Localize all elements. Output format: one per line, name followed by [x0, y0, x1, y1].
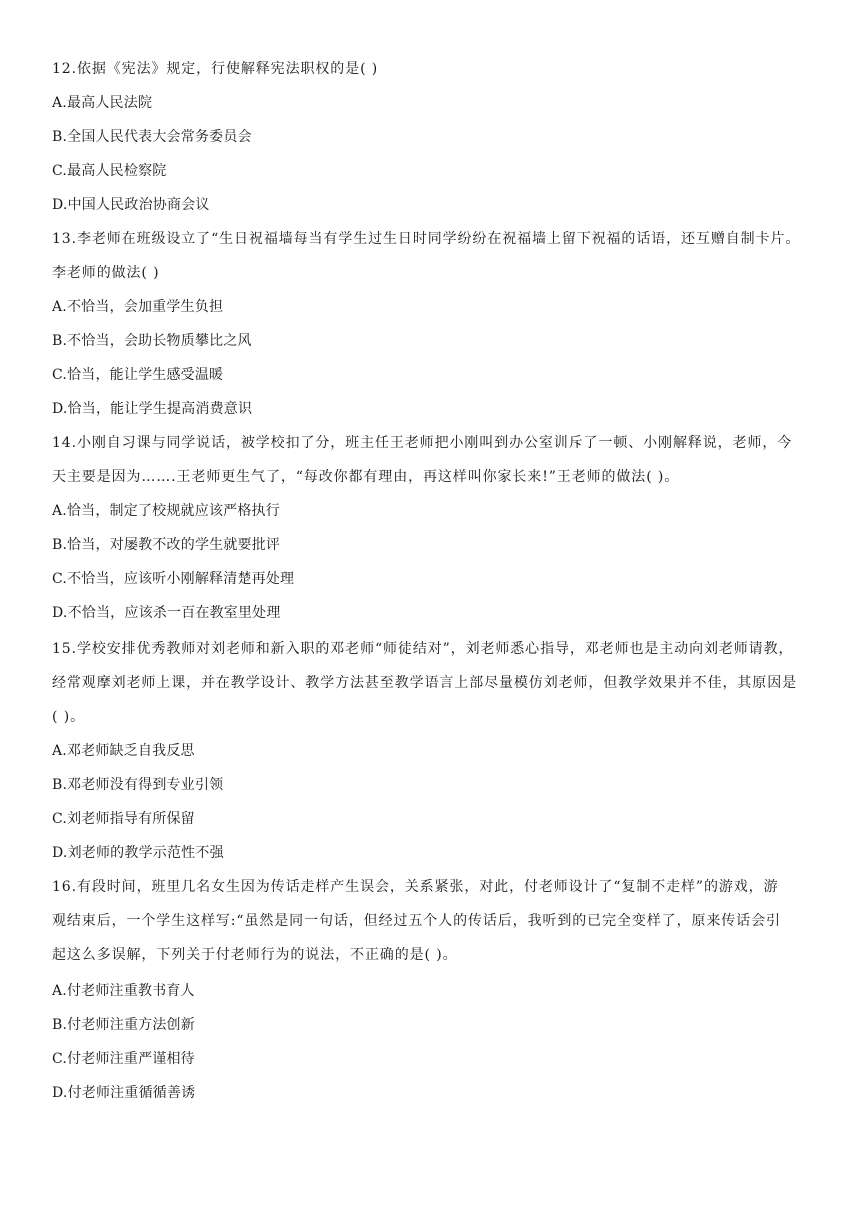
question-15-option-d: D.刘老师的教学示范性不强	[52, 845, 224, 861]
question-16-stem-line-3: 起这么多误解，下列关于付老师行为的说法，不正确的是( )。	[52, 947, 458, 963]
question-14-option-c: C.不恰当，应该听小刚解释清楚再处理	[52, 571, 295, 587]
question-15-option-a: A.邓老师缺乏自我反思	[52, 743, 195, 759]
question-14-option-a: A.恰当，制定了校规就应该严格执行	[52, 503, 280, 519]
question-14-option-d: D.不恰当，应该杀一百在教室里处理	[52, 605, 281, 621]
question-16-option-a: A.付老师注重教书育人	[52, 983, 195, 999]
question-16-option-b: B.付老师注重方法创新	[52, 1017, 195, 1033]
question-12-option-a: A.最高人民法院	[52, 95, 153, 111]
question-12-option-b: B.全国人民代表大会常务委员会	[52, 129, 252, 145]
question-15-option-c: C.刘老师指导有所保留	[52, 811, 195, 827]
question-16-stem-line-1: 16.有段时间，班里几名女生因为传话走样产生误会，关系紧张，对此，付老师设计了“复制不走样”的游戏，游	[52, 879, 779, 895]
question-15-stem-line-1: 15.学校安排优秀教师对刘老师和新入职的邓老师“师徒结对”，刘老师悉心指导，邓老师也是主动向刘老师请教，	[52, 641, 794, 657]
question-16-option-d: D.付老师注重循循善诱	[52, 1085, 196, 1101]
question-12-stem: 12.依据《宪法》规定，行使解释宪法职权的是( )	[52, 61, 379, 77]
question-15-option-b: B.邓老师没有得到专业引领	[52, 777, 224, 793]
question-14-stem-line-2: 天主要是因为…….王老师更生气了，“每改你都有理由，再这样叫你家长来!”王老师的做法( )。	[52, 469, 680, 485]
question-13-stem-line-2: 李老师的做法( )	[52, 265, 160, 281]
question-12-option-d: D.中国人民政治协商会议	[52, 197, 210, 213]
question-13-option-d: D.恰当，能让学生提高消费意识	[52, 401, 253, 417]
question-15-stem-line-2: 经常观摩刘老师上课，并在教学设计、教学方法甚至教学语言上部尽量模仿刘老师，但教学效果并不佳，其原因是	[52, 675, 797, 691]
question-12-option-c: C.最高人民检察院	[52, 163, 167, 179]
question-16-stem-line-2: 观结束后，一个学生这样写:“虽然是同一句话，但经过五个人的传话后，我听到的已完全变样了，原来传话会引	[52, 913, 781, 929]
question-13-option-b: B.不恰当，会助长物质攀比之风	[52, 333, 252, 349]
question-15-stem-line-3: ( )。	[52, 709, 85, 725]
question-14-option-b: B.恰当，对屡教不改的学生就要批评	[52, 537, 281, 553]
question-16-option-c: C.付老师注重严谨相待	[52, 1051, 195, 1067]
question-13-option-c: C.恰当，能让学生感受温暖	[52, 367, 224, 383]
question-13-stem-line-1: 13.李老师在班级设立了“生日祝福墙每当有学生过生日时同学纷纷在祝福墙上留下祝福的话语，还互赠自制卡片。	[52, 231, 801, 247]
question-14-stem-line-1: 14.小刚自习课与同学说话，被学校扣了分，班主任王老师把小刚叫到办公室训斥了一顿、小刚解释说，老师，今	[52, 435, 793, 451]
question-13-option-a: A.不恰当，会加重学生负担	[52, 299, 224, 315]
